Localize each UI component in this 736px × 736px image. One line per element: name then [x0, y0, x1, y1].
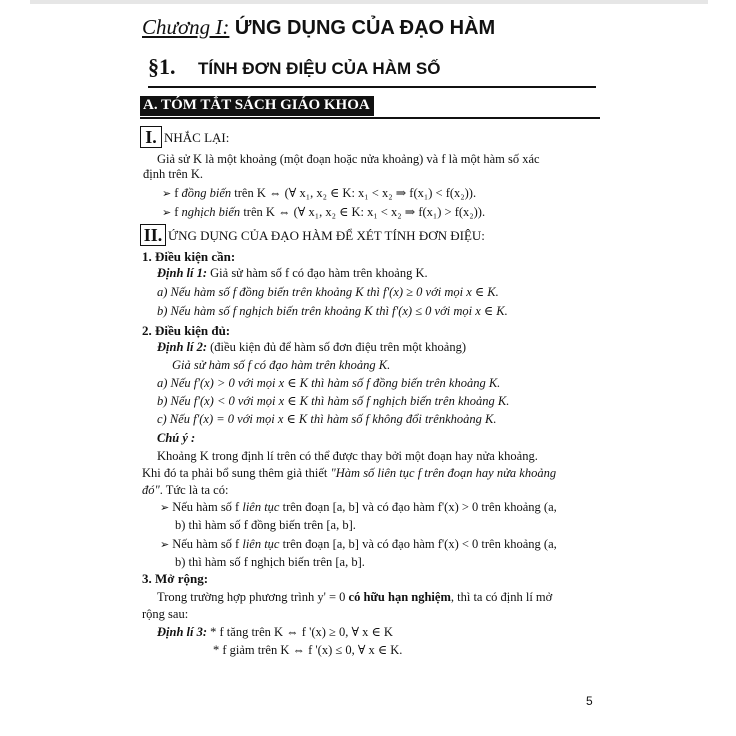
roman-box-1	[140, 126, 162, 148]
theorem-2: Định lí 2: (điều kiện đủ để hàm số đơn điệu trên một khoảng)	[157, 340, 466, 354]
note-line-2: Khi đó ta phải bổ sung thêm giả thiết "Hàm số liên tục f trên đoạn hay nửa khoảng	[142, 466, 557, 480]
part1-heading: NHẮC LẠI:	[164, 130, 230, 145]
part1-intro-line1: Giả sử K là một khoảng (một đoạn hoặc nửa khoảng) và f là một hàm số xác	[157, 152, 540, 166]
theorem-2-c: c) Nếu f'(x) = 0 với mọi x ∈ K thì hàm số f không đổi trênkhoảng K.	[157, 412, 497, 426]
summary-banner	[140, 96, 600, 119]
section-heading	[148, 54, 596, 88]
roman-numeral-2: II.	[143, 225, 163, 245]
extension-line-1: Trong trường hợp phương trình y' = 0 có hữu hạn nghiệm, thì ta có định lí mở	[157, 590, 553, 604]
subsection-2-heading: 2. Điều kiện đủ:	[142, 323, 231, 338]
theorem-1: Định lí 1: Giả sử hàm số f có đạo hàm trên khoảng K.	[157, 266, 428, 280]
arrow-bullet-icon: ➢	[160, 502, 170, 514]
arrow-bullet-icon: ➢	[160, 539, 170, 551]
subsection-1-heading: 1. Điều kiện cần:	[142, 249, 236, 264]
arrow-bullet-icon: ➢	[162, 188, 172, 200]
part1-bullet-1: ➢ f đồng biến trên K ⇔ (∀ x₁, x₂ ∈ K: x₁ < x₂ ⇒ f(x₁) < f(x₂)).	[162, 186, 477, 200]
theorem-1-b: b) Nếu hàm số f nghịch biến trên khoảng K thì f'(x) ≤ 0 với mọi x ∈ K.	[157, 304, 508, 318]
section-title: TÍNH ĐƠN ĐIỆU CỦA HÀM SỐ	[198, 59, 441, 78]
theorem-3-line-2: * f giảm trên K ⇔ f '(x) ≤ 0, ∀ x ∈ K.	[213, 643, 403, 657]
theorem-2-b: b) Nếu f'(x) < 0 với mọi x ∈ K thì hàm số f nghịch biến trên khoảng K.	[157, 394, 510, 408]
note-bullet-1-cont: b) thì hàm số f đồng biến trên [a, b].	[175, 518, 356, 532]
chapter-title: ỨNG DỤNG CỦA ĐẠO HÀM	[234, 17, 496, 39]
note-bullet-1: ➢ Nếu hàm số f liên tục trên đoạn [a, b] và có đạo hàm f'(x) > 0 trên khoảng (a,	[160, 500, 557, 514]
part1-intro-line2: định trên K.	[143, 167, 204, 181]
roman-box-2	[140, 224, 166, 246]
note-bullet-2: ➢ Nếu hàm số f liên tục trên đoạn [a, b] và có đạo hàm f'(x) < 0 trên khoảng (a,	[160, 537, 557, 551]
arrow-bullet-icon: ➢	[162, 207, 172, 219]
chapter-label: Chương I:	[142, 15, 230, 39]
chapter-heading	[142, 14, 495, 40]
theorem-2-a: a) Nếu f'(x) > 0 với mọi x ∈ K thì hàm số f đồng biến trên khoảng K.	[157, 376, 501, 390]
section-number: §1.	[148, 54, 176, 79]
note-bullet-2-cont: b) thì hàm số f nghịch biến trên [a, b].	[175, 555, 365, 569]
note-line-3: đó". Tức là ta có:	[142, 483, 229, 497]
summary-banner-text: A. TÓM TẮT SÁCH GIÁO KHOA	[140, 96, 374, 116]
part1-bullet-2: ➢ f nghịch biến trên K ⇔ (∀ x₁, x₂ ∈ K: x₁ < x₂ ⇒ f(x₁) > f(x₂)).	[162, 205, 486, 219]
note-line-1: Khoảng K trong định lí trên có thể được thay bởi một đoạn hay nửa khoảng.	[157, 449, 538, 463]
theorem-1-a: a) Nếu hàm số f đồng biến trên khoảng K thì f'(x) ≥ 0 với mọi x ∈ K.	[157, 285, 499, 299]
roman-numeral-1: I.	[145, 127, 157, 147]
subsection-3-heading: 3. Mở rộng:	[142, 571, 209, 586]
theorem-3: Định lí 3: * f tăng trên K ⇔ f '(x) ≥ 0, ∀ x ∈ K	[157, 625, 393, 639]
page-number: 5	[586, 694, 593, 708]
note-label: Chú ý :	[157, 431, 196, 445]
theorem-2-assumption: Giả sử hàm số f có đạo hàm trên khoảng K.	[172, 358, 391, 372]
extension-line-2: rộng sau:	[142, 607, 189, 621]
part2-heading: ỨNG DỤNG CỦA ĐẠO HÀM ĐỂ XÉT TÍNH ĐƠN ĐIỆU:	[168, 228, 485, 243]
